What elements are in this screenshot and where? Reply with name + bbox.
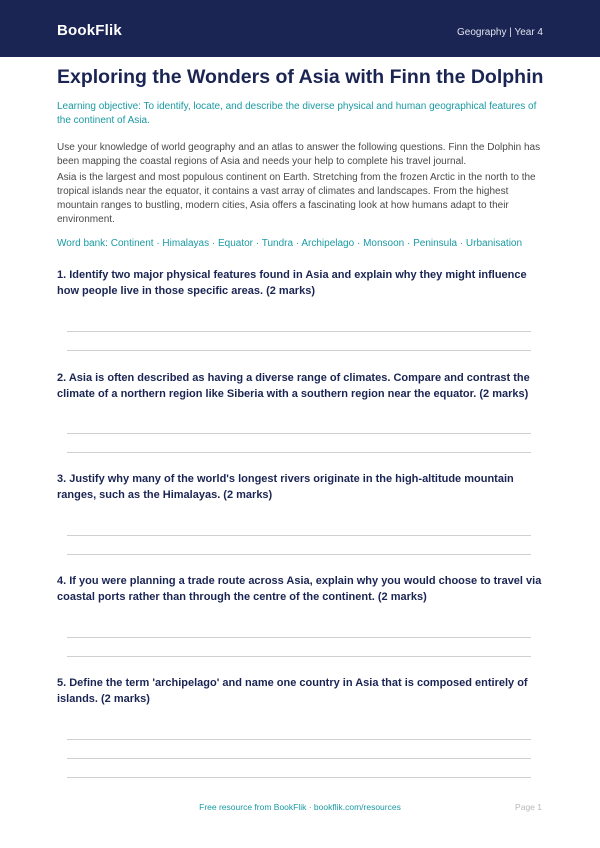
answer-line[interactable] bbox=[67, 331, 531, 332]
intro-paragraph-1: Use your knowledge of world geography and an atlas to answer the following questions. Finn the Dolphin has been mapping the coastal regions of Asia and needs your help to complete his travel journal. bbox=[57, 142, 541, 167]
answer-line[interactable] bbox=[67, 739, 531, 740]
answer-line[interactable] bbox=[67, 758, 531, 759]
intro-paragraph-2: Asia is the largest and most populous continent on Earth. Stretching from the frozen Arctic in the north to the tropical islands near the equator, it contains a vast array of climates and landscapes. From the highest mountain ranges to bustling, modern cities, Asia offers a fascinating look at how humans adapt to their environment. bbox=[57, 172, 536, 225]
answer-line[interactable] bbox=[67, 656, 531, 657]
question-4: 4. If you were planning a trade route across Asia, explain why you would choose to travel via coastal ports rather than through the centre of the continent. (2 marks) bbox=[57, 575, 542, 603]
learning-objective: Learning objective: To identify, locate, and describe the diverse physical and human geographical features of the continent of Asia. bbox=[57, 101, 537, 126]
word-bank: Word bank: Continent · Himalayas · Equator · Tundra · Archipelago · Monsoon · Peninsula · Urbanisation bbox=[57, 238, 523, 249]
answer-line[interactable] bbox=[67, 535, 531, 536]
answer-line[interactable] bbox=[67, 637, 531, 638]
page-title: Exploring the Wonders of Asia with Finn the Dolphin bbox=[57, 66, 544, 88]
answer-line[interactable] bbox=[67, 777, 531, 778]
answer-line[interactable] bbox=[67, 433, 531, 434]
question-5: 5. Define the term 'archipelago' and name one country in Asia that is composed entirely of islands. (2 marks) bbox=[57, 677, 528, 705]
answer-line[interactable] bbox=[67, 554, 531, 555]
answer-line[interactable] bbox=[67, 350, 531, 351]
question-1: 1. Identify two major physical features found in Asia and explain why they might influence how people live in those specific areas. (2 marks) bbox=[57, 269, 527, 297]
footer-credit[interactable]: Free resource from BookFlik · bookflik.com/resources bbox=[199, 802, 401, 812]
answer-line[interactable] bbox=[67, 452, 531, 453]
question-3: 3. Justify why many of the world's longest rivers originate in the high-altitude mountain ranges, such as the Himalayas. (2 marks) bbox=[57, 473, 514, 501]
header-bar bbox=[0, 0, 600, 57]
subject-label: Geography | Year 4 bbox=[457, 27, 543, 38]
question-2: 2. Asia is often described as having a diverse range of climates. Compare and contrast the climate of a northern region like Siberia with a southern region near the equator. (2 marks) bbox=[57, 372, 530, 400]
page-number: Page 1 bbox=[515, 802, 542, 812]
brand-logo[interactable]: BookFlik bbox=[57, 22, 122, 39]
